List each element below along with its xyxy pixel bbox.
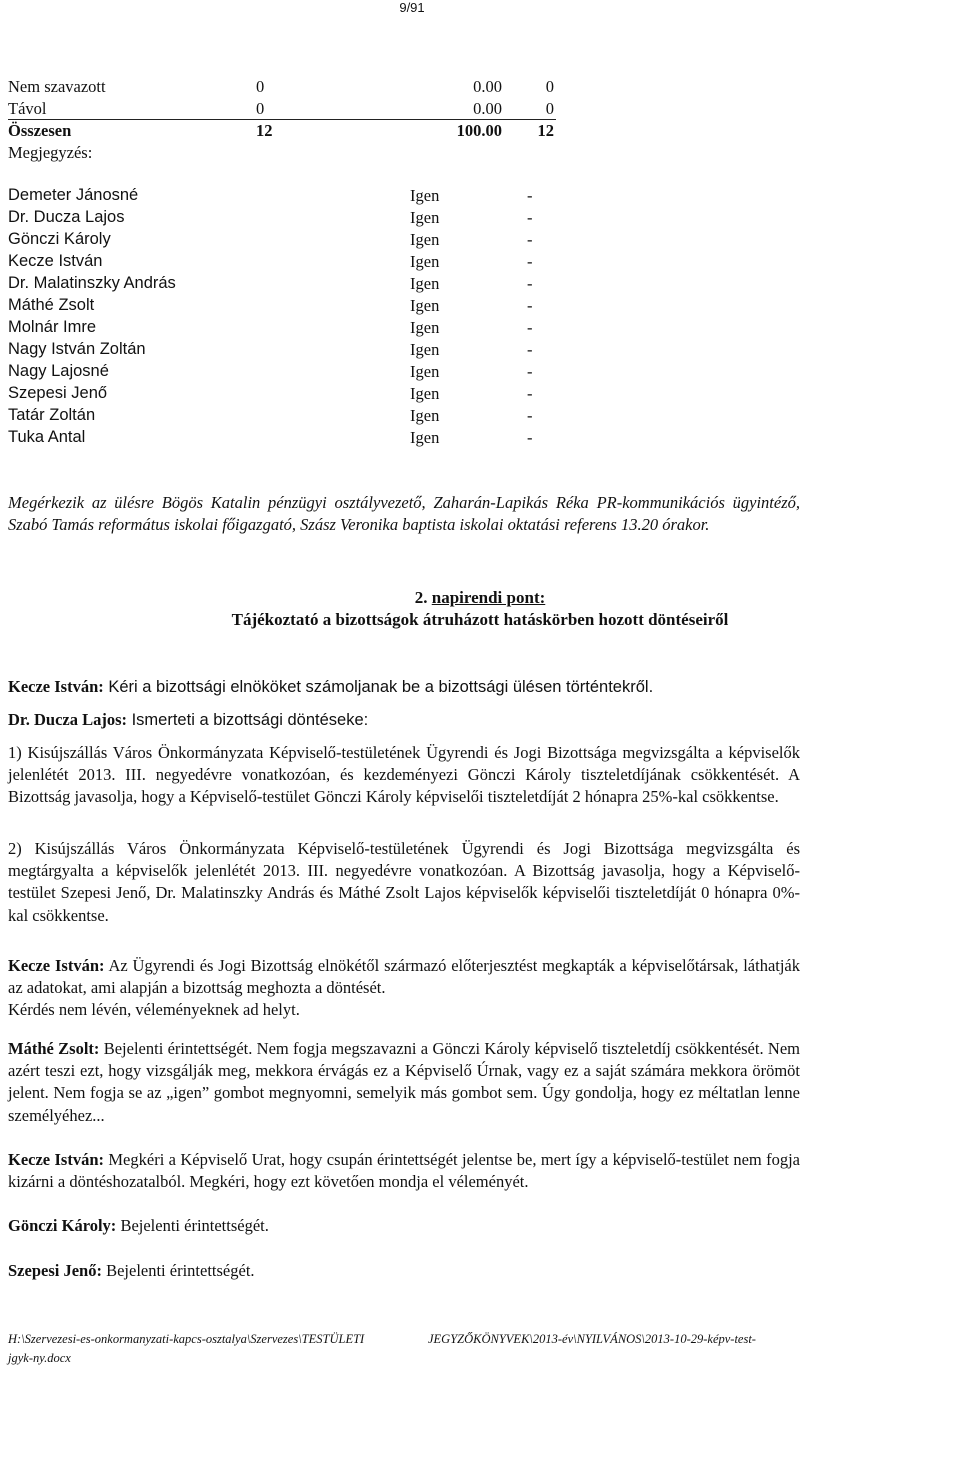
footer-file-path <box>8 1330 808 1368</box>
vote-summary-count: 0 <box>256 77 265 96</box>
voter-name: Molnár Imre <box>8 318 97 336</box>
vote-value: Igen <box>410 406 440 425</box>
list-item <box>0 208 600 230</box>
vote-summary-total: 0 <box>545 77 554 96</box>
vote-value: Igen <box>410 340 440 359</box>
vote-value: Igen <box>410 274 440 293</box>
vote-summary-percent: 0.00 <box>473 99 502 118</box>
paragraph-text: Bejelenti érintettségét. <box>116 1216 269 1235</box>
vote-dash: - <box>527 274 533 293</box>
footer-path-line2: jgyk-ny.docx <box>8 1351 71 1365</box>
vote-value: Igen <box>410 296 440 315</box>
vote-dash: - <box>527 252 533 271</box>
vote-dash: - <box>527 230 533 249</box>
vote-value: Igen <box>410 362 440 381</box>
note-label: Megjegyzés: <box>8 143 93 162</box>
voter-name: Tuka Antal <box>8 428 86 446</box>
vote-value: Igen <box>410 428 440 447</box>
minutes-paragraph <box>8 1215 800 1237</box>
minutes-paragraph <box>8 1260 800 1282</box>
voter-name: Szepesi Jenő <box>8 384 108 402</box>
speaker-name: Máthé Zsolt: <box>8 1039 100 1058</box>
minutes-paragraph <box>8 955 800 999</box>
voter-name: Tatár Zoltán <box>8 406 96 424</box>
minutes-paragraph <box>8 709 800 731</box>
list-item <box>0 384 600 406</box>
voter-name: Gönczi Károly <box>8 230 111 248</box>
minutes-paragraph <box>8 1038 800 1127</box>
minutes-paragraph <box>8 676 800 698</box>
paragraph-text: 2) Kisújszállás Város Önkormányzata Képviselő-testületének Ügyrendi és Jogi Bizottsága megvizsgálta és megtárgyalta a képviselők jelenlétét 2013. III. negyedévre vonatkozóan. A Bizottság javasolja, hogy a Képviselő-testület Szepesi Jenő, Dr. Malatinszky András és Máthé Zsolt Lajos képviselők képviselői tiszteletdíját 0 hónapra 0%-kal csökkentse. <box>8 839 800 925</box>
list-item <box>0 362 600 384</box>
agenda-label: napirendi pont: <box>431 588 546 607</box>
vote-dash: - <box>527 186 533 205</box>
voter-name: Dr. Ducza Lajos <box>8 208 125 226</box>
minutes-paragraph <box>8 838 800 927</box>
vote-summary-row <box>0 76 570 98</box>
vote-summary-label: Nem szavazott <box>8 77 106 96</box>
vote-summary-count: 12 <box>256 121 273 140</box>
footer-path-line1-cont: JEGYZŐKÖNYVEK\2013-év\NYILVÁNOS\2013-10-29-képv-test- <box>428 1332 756 1346</box>
vote-value: Igen <box>410 230 440 249</box>
speaker-name: Kecze István: <box>8 1150 105 1169</box>
vote-dash: - <box>527 296 533 315</box>
vote-value: Igen <box>410 186 440 205</box>
paragraph-text: Az Ügyrendi és Jogi Bizottság elnökétől származó előterjesztést megkapták a képviselőtársak, láthatják az adatokat, ami alapján a bizottság meghozta a döntését. <box>8 956 801 998</box>
arrival-note: Megérkezik az ülésre Bögös Katalin pénzügyi osztályvezető, Zaharán-Lapikás Réka PR-kommunikációs ügyintéző, Szabó Tamás református iskolai főigazgató, Szász Veronika baptista iskolai oktatási referens 13.20 órakor. <box>8 493 800 534</box>
minutes-paragraph <box>8 1149 800 1193</box>
paragraph-text: Kérdés nem lévén, véleményeknek ad helyt. <box>8 1000 300 1019</box>
vote-dash: - <box>527 340 533 359</box>
paragraph-text: Kéri a bizottsági elnököket számoljanak be a bizottsági ülésen történtekről. <box>103 678 654 696</box>
voter-name: Nagy István Zoltán <box>8 340 146 358</box>
list-item <box>0 428 600 450</box>
list-item <box>0 406 600 428</box>
vote-summary-row <box>0 98 570 120</box>
speaker-name: Kecze István: <box>8 956 105 975</box>
page-number: 9/91 <box>399 0 425 15</box>
vote-summary-percent: 0.00 <box>473 77 502 96</box>
vote-summary-total: 0 <box>545 99 554 118</box>
agenda-heading <box>0 588 960 608</box>
speaker-name: Szepesi Jenő: <box>8 1261 102 1280</box>
agenda-number: 2. <box>414 588 428 607</box>
footer-path-line1: H:\Szervezesi-es-onkormanyzati-kapcs-osztalya\Szervezes\TESTÜLETI <box>8 1332 365 1346</box>
minutes-paragraph <box>8 999 800 1021</box>
paragraph-text: 1) Kisújszállás Város Önkormányzata Képviselő-testületének Ügyrendi és Jogi Bizottsága megvizsgálta a képviselők jelenlétét 2013. III. negyedévre vonatkozóan, és kezdeményezi Gönczi Károly tiszteletdíjának csökkentését. A Bizottság javasolja, hogy a Képviselő-testület Gönczi Károly képviselői tiszteletdíját 2 hónapra 25%-kal csökkentse. <box>8 743 800 807</box>
vote-summary-count: 0 <box>256 99 265 118</box>
list-item <box>0 274 600 296</box>
note-row <box>0 142 570 164</box>
vote-value: Igen <box>410 252 440 271</box>
vote-value: Igen <box>410 384 440 403</box>
list-item <box>0 296 600 318</box>
list-item <box>0 230 600 252</box>
vote-summary-percent: 100.00 <box>456 121 502 140</box>
vote-dash: - <box>527 428 533 447</box>
vote-dash: - <box>527 318 533 337</box>
voter-name: Kecze István <box>8 252 103 270</box>
vote-dash: - <box>527 384 533 403</box>
vote-value: Igen <box>410 208 440 227</box>
list-item <box>0 252 600 274</box>
voter-name: Demeter Jánosné <box>8 186 139 204</box>
vote-dash: - <box>527 406 533 425</box>
paragraph-text: Bejelenti érintettségét. Nem fogja megszavazni a Gönczi Károly képviselő tiszteletdíj csökkentését. Nem azért teszi ezt, hogy vizsgálják meg, mekkora érvágás ez a Képviselő Úrnak, vagy ez a saját számára mekkora örömöt jelent. Nem fogja se az „igen” gombot megnyomni, semelyik más gombot sem. Úgy gondolja, hogy ez méltatlan lenne személyéhez... <box>8 1039 800 1125</box>
vote-summary-label: Távol <box>8 99 47 118</box>
voter-name: Máthé Zsolt <box>8 296 95 314</box>
list-item <box>0 186 600 208</box>
vote-summary-row-total <box>0 120 570 142</box>
list-item <box>0 340 600 362</box>
vote-dash: - <box>527 362 533 381</box>
voter-name: Nagy Lajosné <box>8 362 109 380</box>
vote-dash: - <box>527 208 533 227</box>
voter-name: Dr. Malatinszky András <box>8 274 176 292</box>
speaker-name: Dr. Ducza Lajos: <box>8 710 128 729</box>
minutes-paragraph <box>8 742 800 809</box>
paragraph-text: Megkéri a Képviselő Urat, hogy csupán érintettségét jelentse be, mert így a képviselő-testület nem fogja kizárni a döntéshozatalból. Megkéri, hogy ezt követően mondja el véleményét. <box>8 1150 801 1192</box>
vote-summary-total: 12 <box>537 121 554 140</box>
paragraph-text: Ismerteti a bizottsági döntéseke: <box>127 711 369 729</box>
vote-value: Igen <box>410 318 440 337</box>
speaker-name: Gönczi Károly: <box>8 1216 117 1235</box>
agenda-title: Tájékoztató a bizottságok átruházott hatáskörben hozott döntéseiről <box>231 610 729 629</box>
speaker-name: Kecze István: <box>8 677 104 696</box>
paragraph-text: Bejelenti érintettségét. <box>101 1261 255 1280</box>
list-item <box>0 318 600 340</box>
vote-summary-label: Összesen <box>8 121 72 140</box>
